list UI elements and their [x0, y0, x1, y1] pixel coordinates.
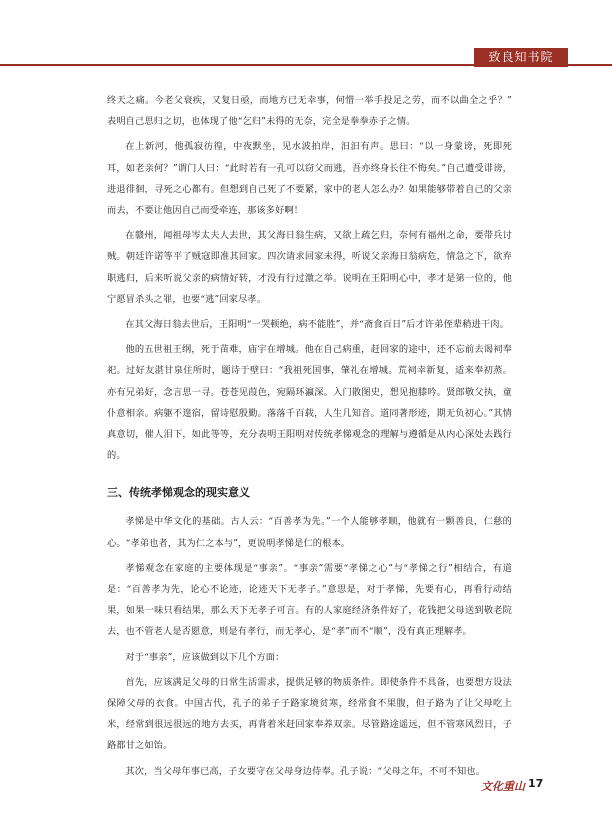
paragraph: 在其父海日翁去世后，王阳明“一哭顿绝，病不能胜”，并“斋食百日”后才许弟侄辈稍进干肉。: [125, 319, 509, 331]
section-heading: 三、传统孝悌观念的现实意义: [107, 486, 250, 500]
paragraph: 终天之痛。今老父衰疾，又复日亟，而地方已无幸事，何惜一举手投足之劳，而不以曲全之乎？” 表明自己思归之切，也体现了他“乞归”未得的无奈，完全是拳拳赤子之情。: [107, 95, 512, 128]
paragraph: 孝悌观念在家庭的主要体现是“事亲”。“事亲”需要“孝悌之心”与“孝悌之行”相结合，有道是：“百善孝为先，论心不论迹，论迹天下无孝子。”意思是，对于孝悌，先要有心，再看行动结果，如果一味只看结果，那么天下无孝子可言。有的人家庭经济条件好了，花钱把父母送到敬老院去，也不管老人是否愿意，则是有孝行，而无孝心，是“孝”而不“顺”，没有真正理解孝。: [107, 562, 512, 638]
section-tab: 致良知书院: [474, 48, 568, 67]
paragraph: 他的五世祖王纲，死于苗难，庙宇在增城。他在自己病重，赶回家的途中，还不忘前去谒祠奉祀。过好友湛甘泉住所时，题诗于壁曰：“我祖死国事，肇礼在增城。荒祠幸新复，适来奉初蒸。亦有兄弟好，念言思一寻。苍苍见葭色，宛隔环瀛深。入门散图史，想见抱膝吟。贤郎敬父执，童仆意相亲。病躯不遑宿，留诗慰殷勤。落落千百载，人生几知音。道同著形迹，期无负初心。”其情真意切，催人泪下，如此等等，充分表明王阳明对传统孝悌观念的理解与遵循是从内心深处去践行的。: [107, 344, 512, 462]
paragraph: 孝悌是中华文化的基础。古人云：“百善孝为先。”一个人能够孝顺，他就有一颗善良，仁慈的心。“孝弟也者，其为仁之本与”，更说明孝悌是仁的根本。: [107, 516, 512, 549]
paragraph: 首先，应该满足父母的日常生活需求，提供足够的物质条件。即使条件不具备，也要想方设法保障父母的衣食。中国古代，孔子的弟子子路家境贫寒，经常食不果腹，但子路为了让父母吃上米，经常到很远很远的地方去买，再背着米赶回家奉养双亲。尽管路途遥远，但不管寒风烈日，子路都甘之如饴。: [107, 676, 512, 752]
paragraph: 在上新河，他孤寂彷徨，中夜默坐，见水波拍岸，汩汩有声。思曰：“以一身蒙谤，死即死耳，如老亲何？”谓门人曰：“此时若有一孔可以窃父而逃，吾亦终身长往不悔矣。”自己遭受诽谤，进退徘徊，寻死之心都有。但想到自己死了不要紧，家中的老人怎么办？如果能够带着自己的父亲而去，不要让他因自己而受牵连，那该多好啊！: [107, 141, 512, 217]
article-body: [107, 90, 512, 786]
footer-brand-logo: 文化重山: [481, 780, 525, 793]
paragraph: 对于“事亲”，应该做到以下几个方面：: [125, 651, 285, 663]
page-number: 17: [528, 777, 544, 790]
paragraph: 在赣州，闻祖母岑太夫人去世，其父海日翁生病，又欲上疏乞归，奈何有福州之命，要带兵讨贼。朝廷许诺等平了贼寇即准其回家。四次请求回家未得，听说父亲海日翁病危，情急之下，欲弃职逃归，后来听说父亲的病情好转，才没有行过激之举。说明在王阳明心中，孝才是第一位的，他宁愿冒杀头之罪，也要“逃”回家尽孝。: [107, 230, 512, 305]
paragraph: 其次，当父母年事已高，子女要守在父母身边侍奉。孔子说：“父母之年，不可不知也。: [125, 765, 486, 777]
